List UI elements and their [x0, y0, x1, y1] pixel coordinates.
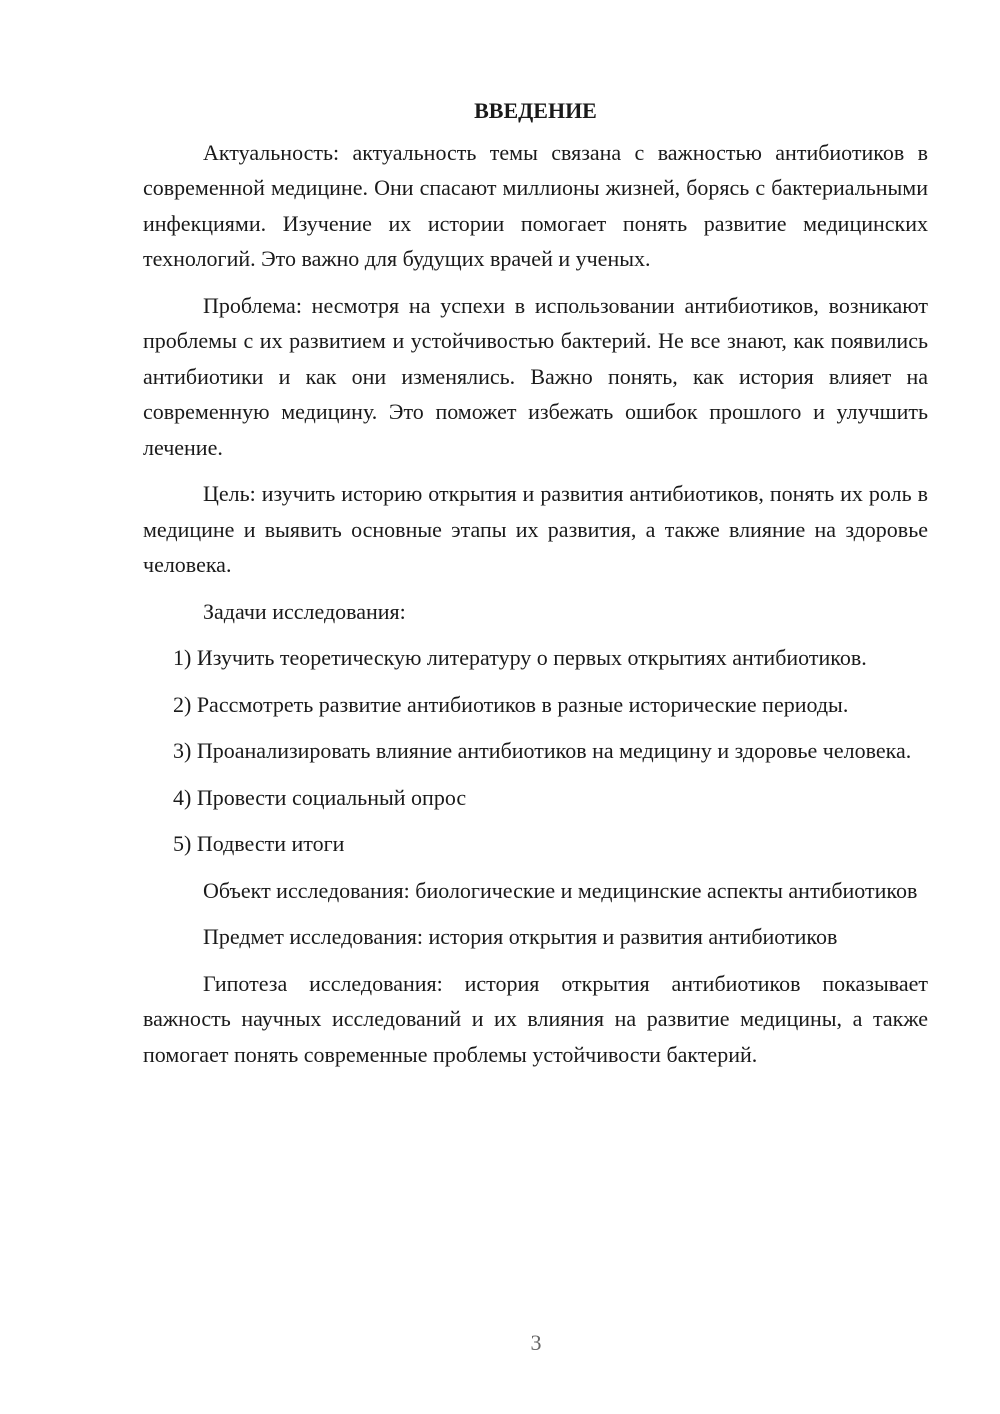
section-heading: ВВЕДЕНИЕ: [474, 98, 597, 123]
task-item-2: 2) Рассмотреть развитие антибиотиков в разные исторические периоды.: [173, 691, 849, 717]
task-item-1: 1) Изучить теоретическую литературу о первых открытиях антибиотиков.: [173, 645, 867, 670]
subject-paragraph: Предмет исследования: история открытия и развития антибиотиков: [203, 924, 838, 949]
page-content: [143, 93, 928, 1083]
page-number: 3: [530, 1330, 542, 1355]
relevance-paragraph: Актуальность: актуальность темы связана с важностью антибиотиков в современной медицине. Они спасают миллионы жизней, борясь с бактериальными инфекциями. Изучение их истории помогает понять развитие медицинских технологий. Это важно для будущих врачей и ученых.: [143, 139, 928, 271]
object-paragraph: Объект исследования: биологические и медицинские аспекты антибиотиков: [203, 877, 918, 903]
tasks-heading: Задачи исследования:: [203, 598, 406, 624]
task-item-3: 3) Проанализировать влияние антибиотиков на медицину и здоровье человека.: [173, 738, 912, 763]
problem-paragraph: Проблема: несмотря на успехи в использовании антибиотиков, возникают проблемы с их развитием и устойчивостью бактерий. Не все знают, как появились антибиотики и как они изменялись. Важно понять, как история влияет на современную медицину. Это поможет избежать ошибок прошлого и улучшить лечение.: [143, 292, 928, 460]
goal-paragraph: Цель: изучить историю открытия и развития антибиотиков, понять их роль в медицине и выявить основные этапы их развития, а также влияние на здоровье человека.: [143, 481, 928, 577]
hypothesis-paragraph: Гипотеза исследования: история открытия антибиотиков показывает важность научных исследований и их влияния на развитие медицины, а также помогает понять современные проблемы устойчивости бактерий.: [143, 970, 928, 1067]
task-item-4: 4) Провести социальный опрос: [173, 784, 467, 810]
task-item-5: 5) Подвести итоги: [173, 831, 345, 856]
